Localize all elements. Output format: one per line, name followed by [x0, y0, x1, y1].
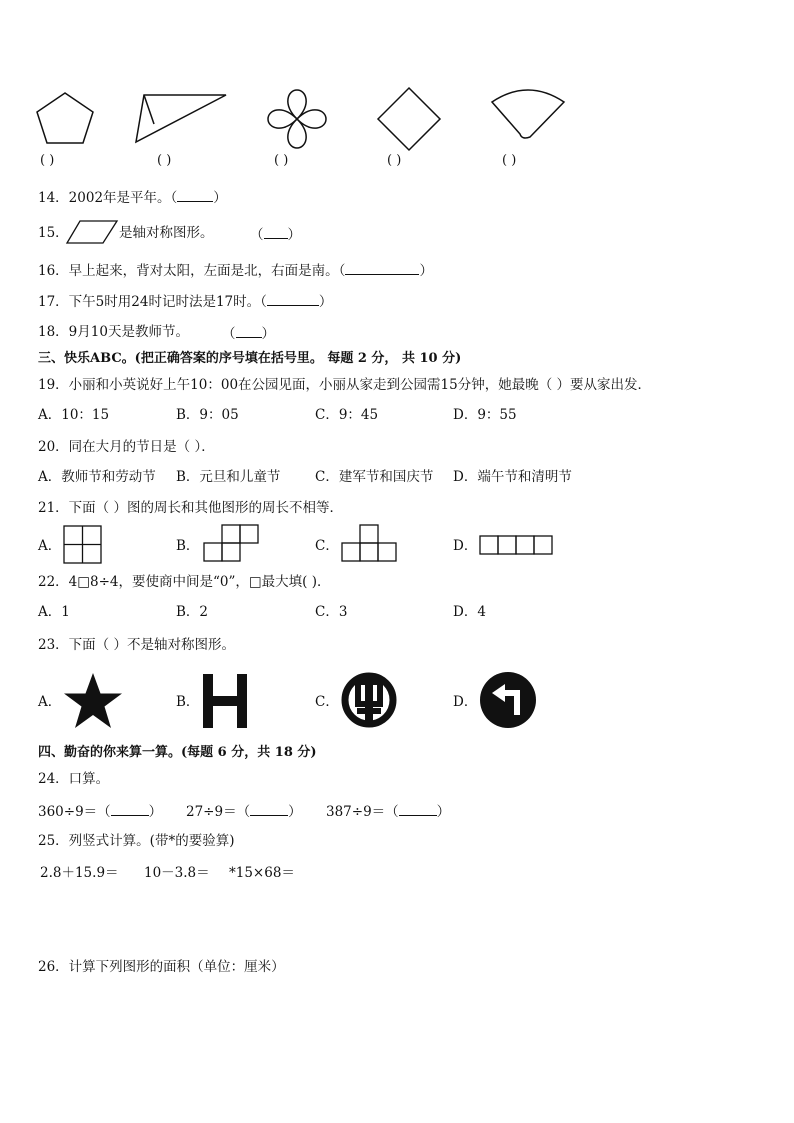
option-19-c[interactable]: C．9：45	[315, 407, 379, 423]
q25-item-3: *15×68＝	[229, 865, 295, 881]
question-17-text: 17．下午5时用24时记时法是17时。（	[38, 294, 267, 310]
shape-answer-2[interactable]: ( )	[157, 153, 172, 168]
option-19-d[interactable]: D．9：55	[453, 407, 517, 423]
option-23-d[interactable]: D．	[453, 694, 478, 710]
parallelogram-shape	[66, 220, 118, 244]
question-26: 26．计算下列图形的面积（单位：厘米）	[38, 959, 285, 975]
question-14-close: ）	[213, 190, 227, 206]
four-leaf-shape	[266, 88, 328, 150]
shape-answer-5[interactable]: ( )	[502, 153, 517, 168]
question-16-close: ）	[419, 263, 433, 279]
section-4-title: 四、勤奋的你来算一算。(每题 6 分，共 18 分)	[38, 745, 317, 760]
question-18-close: ）	[261, 326, 275, 342]
answer-blank-14[interactable]	[177, 187, 213, 202]
question-16-text: 16．早上起来，背对太阳，左面是北，右面是南。（	[38, 263, 346, 279]
q24-item-3	[326, 801, 450, 821]
option-19-b[interactable]: B．9：05	[176, 407, 239, 423]
option-20-d[interactable]: D．端午节和清明节	[453, 469, 572, 485]
question-19: 19．小丽和小英说好上午10：00在公园见面，小丽从家走到公园需15分钟，她最晚（ ）要从家出发．	[38, 377, 652, 393]
question-15-answer	[250, 224, 301, 244]
shape-answer-3[interactable]: ( )	[274, 153, 289, 168]
option-23-c[interactable]: C．	[315, 694, 339, 710]
option-21-a[interactable]: A．	[38, 538, 62, 554]
q24-item-3-close: ）	[436, 804, 451, 820]
question-17	[38, 291, 332, 311]
answer-blank-15[interactable]	[264, 224, 288, 239]
answer-blank-24-2[interactable]	[250, 801, 288, 816]
question-18-open: （	[222, 326, 236, 342]
question-24: 24．口算。	[38, 771, 110, 787]
answer-blank-18[interactable]	[236, 323, 262, 338]
triangle-shape	[134, 92, 228, 144]
shape-answer-1[interactable]: ( )	[40, 153, 55, 168]
letter-h-icon	[203, 674, 247, 728]
step-figure	[202, 524, 260, 564]
bank-logo-icon	[341, 672, 397, 728]
option-20-a[interactable]: A．教师节和劳动节	[38, 469, 156, 485]
q24-item-1-text: 360÷9＝（	[38, 804, 111, 820]
option-21-b[interactable]: B．	[176, 538, 200, 554]
option-22-c[interactable]: C．3	[315, 604, 348, 620]
turn-left-sign-icon	[479, 671, 537, 729]
answer-blank-24-3[interactable]	[399, 801, 437, 816]
star-icon	[62, 672, 124, 730]
option-22-a[interactable]: A．1	[38, 604, 70, 620]
question-15-open: （	[250, 227, 264, 243]
diamond-shape	[376, 86, 442, 152]
question-18-answer	[222, 323, 275, 343]
option-20-b[interactable]: B．元旦和儿童节	[176, 469, 281, 485]
question-15-close: ）	[287, 227, 301, 243]
question-15-num: 15．	[38, 225, 69, 241]
option-22-d[interactable]: D．4	[453, 604, 486, 620]
question-22: 22．4□8÷4，要使商中间是“0”，□最大填( )．	[38, 574, 331, 590]
section-3-title: 三、快乐ABC。(把正确答案的序号填在括号里。 每题 2 分， 共 10 分)	[38, 351, 462, 366]
q24-item-3-text: 387÷9＝（	[326, 804, 399, 820]
q24-item-2-text: 27÷9＝（	[186, 804, 251, 820]
question-25: 25．列竖式计算。(带*的要验算)	[38, 833, 235, 849]
option-19-a[interactable]: A．10：15	[38, 407, 110, 423]
row-figure	[478, 534, 554, 556]
answer-blank-24-1[interactable]	[111, 801, 149, 816]
option-23-b[interactable]: B．	[176, 694, 200, 710]
option-23-a[interactable]: A．	[38, 694, 62, 710]
question-17-close: ）	[318, 294, 333, 310]
question-18	[38, 323, 189, 341]
question-21: 21．下面（ ）图的周长和其他图形的周长不相等．	[38, 500, 343, 516]
t-figure	[340, 524, 398, 564]
question-14-text: 14．2002年是平年。（	[38, 190, 178, 206]
answer-blank-17[interactable]	[267, 291, 319, 306]
q24-item-1-close: ）	[148, 804, 163, 820]
option-22-b[interactable]: B．2	[176, 604, 209, 620]
pentagon-shape	[36, 92, 96, 144]
question-23: 23．下面（ ）不是轴对称图形。	[38, 637, 235, 653]
q24-item-2	[186, 801, 302, 821]
question-15-body	[119, 224, 214, 242]
fan-shape	[490, 90, 566, 140]
question-15	[38, 224, 69, 242]
option-21-d[interactable]: D．	[453, 538, 478, 554]
answer-blank-16[interactable]	[345, 260, 419, 275]
question-20: 20．同在大月的节日是（ ）．	[38, 439, 215, 455]
question-14	[38, 187, 227, 207]
q25-item-1: 2.8＋15.9＝	[40, 865, 119, 881]
question-15-text: 是轴对称图形。	[119, 225, 214, 241]
shape-answer-4[interactable]: ( )	[387, 153, 402, 168]
question-18-text: 18．9月10天是教师节。	[38, 324, 189, 340]
question-16	[38, 260, 433, 280]
option-21-c[interactable]: C．	[315, 538, 339, 554]
q24-item-1	[38, 801, 162, 821]
q25-item-2: 10－3.8＝	[144, 865, 210, 881]
q24-item-2-close: ）	[288, 804, 302, 820]
option-20-c[interactable]: C．建军节和国庆节	[315, 469, 434, 485]
grid-2x2-figure	[63, 525, 103, 565]
